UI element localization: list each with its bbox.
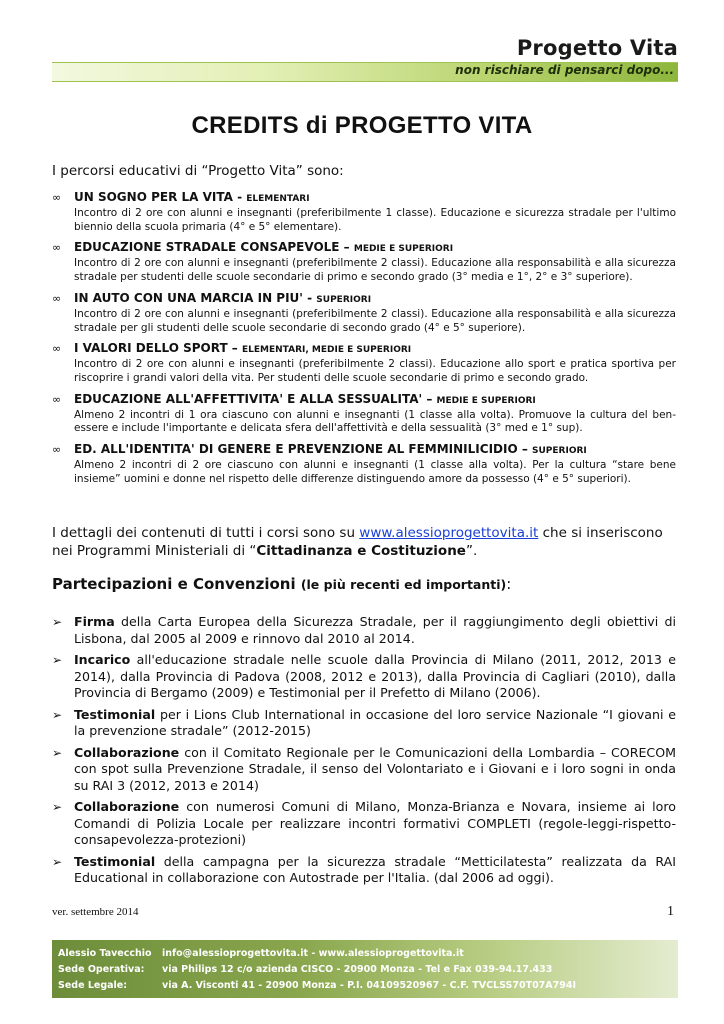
course-name: UN SOGNO PER LA VITA -	[74, 190, 247, 204]
agreement-lead: Firma	[74, 614, 115, 629]
infinity-bullet-icon: ∞	[52, 443, 62, 457]
course-description: Incontro di 2 ore con alunni e insegnanti (preferibilmente 2 classi). Educazione allo sport e pratica sportiva per riscoprire i grandi valori della vita. Per studenti delle scuole secondarie di primo e secondo grado.	[74, 358, 676, 384]
course-description: Almeno 2 incontri di 1 ora ciascuno con alunni e insegnanti (1 classe alla volta). Promuove la cultura del ben-essere e include l'importante e delicata sfera dell'affettività e della sessualità (3° med e 1° sup).	[74, 408, 676, 435]
infinity-bullet-icon: ∞	[52, 191, 62, 204]
details-program-name: Cittadinanza e Costituzione	[256, 543, 466, 559]
details-text-middle: che si inseriscono nei Programmi Ministeriali di “	[52, 525, 663, 559]
course-item	[52, 240, 676, 284]
agreement-text: per i Lions Club International in occasione del loro service Nazionale “I giovani e la prevenzione stradale” (2012-2015)	[74, 706, 676, 738]
footer-label: Alessio Tavecchio	[58, 948, 152, 959]
agreement-text: con il Comitato Regionale per le Comunicazioni della Lombardia – CORECOM con spot sulla Prevenzione Stradale, il senso del Volontariato e i Giovani e i loro sogni in onda su RAI 3 (2012, 2013 e 2014)	[74, 744, 676, 793]
header-band-bottom-line	[52, 81, 678, 82]
infinity-bullet-icon: ∞	[52, 342, 62, 356]
course-level: SUPERIORI	[532, 446, 587, 457]
agreement-item	[52, 745, 676, 795]
footer-value: via Philips 12 c/o azienda CISCO - 20900 Monza - Tel e Fax 039-94.17.433	[162, 964, 553, 975]
arrow-bullet-icon: ➢	[52, 745, 63, 760]
infinity-bullet-icon: ∞	[52, 241, 62, 255]
arrow-bullet-icon: ➢	[52, 707, 63, 722]
version-note: ver. settembre 2014	[52, 906, 139, 918]
footer-contact-row	[58, 948, 464, 959]
course-name: EDUCAZIONE ALL'AFFETTIVITA' E ALLA SESSUALITA' –	[74, 391, 437, 406]
brand-title: Progetto Vita	[516, 36, 678, 60]
section-colon: :	[506, 575, 512, 593]
arrow-bullet-icon: ➢	[52, 615, 63, 629]
course-name: ED. ALL'IDENTITA' DI GENERE E PREVENZIONE AL FEMMINILICIDIO –	[74, 442, 533, 457]
agreement-item	[52, 707, 676, 740]
agreement-item	[52, 799, 676, 849]
course-list	[52, 190, 676, 492]
course-item	[52, 341, 676, 385]
footer-legal-row	[58, 980, 576, 991]
course-item	[52, 392, 676, 436]
course-heading	[74, 240, 676, 257]
intro-text: I percorsi educativi di “Progetto Vita” sono:	[52, 163, 344, 179]
agreement-lead: Testimonial	[74, 853, 156, 869]
course-name: IN AUTO CON UNA MARCIA IN PIU' -	[74, 290, 317, 305]
section-heading	[52, 575, 511, 593]
course-heading	[74, 392, 676, 409]
course-heading	[74, 291, 676, 308]
section-subtitle: (le più recenti ed importanti)	[300, 577, 507, 592]
agreement-lead: Testimonial	[74, 706, 156, 722]
header-band	[52, 62, 678, 82]
details-text-before: I dettagli dei contenuti di tutti i corsi sono su	[52, 525, 360, 541]
footer-value: info@alessioprogettovita.it - www.alessioprogettovita.it	[162, 948, 464, 959]
infinity-bullet-icon: ∞	[52, 291, 62, 305]
footer-band	[52, 940, 678, 998]
course-heading	[74, 190, 676, 207]
course-level: MEDIE E SUPERIORI	[436, 395, 536, 406]
agreement-lead: Collaborazione	[74, 744, 180, 760]
footer-label: Sede Operativa:	[58, 964, 145, 975]
agreement-lead: Collaborazione	[74, 799, 180, 814]
section-title: Partecipazioni e Convenzioni	[52, 575, 301, 593]
document-title: CREDITS di PROGETTO VITA	[191, 112, 533, 139]
course-description: Incontro di 2 ore con alunni e insegnanti (preferibilmente 2 classi). Educazione alla responsabilità e alla sicurezza stradale per gli studenti delle scuole secondarie di secondo grado (4° e 5° superiore).	[74, 307, 676, 334]
course-item	[52, 190, 676, 234]
brand-tagline: non rischiare di pensarci dopo...	[455, 63, 674, 77]
course-description: Incontro di 2 ore con alunni e insegnanti (preferibilmente 1 classe). Educazione e sicurezza stradale per l'ultimo biennio della scuola primaria (4° e 5° elementare).	[74, 207, 676, 233]
website-link[interactable]: www.alessioprogettovita.it	[359, 525, 539, 541]
course-item	[52, 442, 676, 486]
arrow-bullet-icon: ➢	[52, 653, 63, 667]
course-level: ELEMENTARI	[246, 194, 310, 204]
footer-label: Sede Legale:	[58, 980, 128, 991]
course-level: MEDIE E SUPERIORI	[353, 244, 454, 255]
course-level: ELEMENTARI, MEDIE E SUPERIORI	[242, 345, 412, 356]
footer-value: via A. Visconti 41 - 20900 Monza - P.I. 04109520967 - C.F. TVCLSS70T07A794I	[162, 980, 577, 991]
infinity-bullet-icon: ∞	[52, 392, 62, 406]
course-description: Incontro di 2 ore con alunni e insegnanti (preferibilmente 2 classi). Educazione alla responsabilità e alla sicurezza stradale per studenti delle scuole secondarie di primo e secondo grado (3° media e 1°, 2° e 3° superiore).	[74, 257, 676, 284]
agreement-item	[52, 652, 676, 702]
agreement-lead: Incarico	[74, 652, 131, 667]
agreement-item	[52, 614, 676, 647]
agreement-text: con numerosi Comuni di Milano, Monza-Brianza e Novara, insieme ai loro Comandi di Polizia Locale per realizzare incontri formativi COMPLETI (regole-leggi-rispetto-consapevolezza-protezioni)	[74, 799, 676, 847]
course-name: EDUCAZIONE STRADALE CONSAPEVOLE –	[74, 240, 354, 255]
footer-operative-row	[58, 964, 552, 975]
details-paragraph	[52, 524, 676, 560]
page-number: 1	[667, 904, 674, 919]
course-heading	[74, 442, 676, 459]
course-item	[52, 291, 676, 335]
agreement-item	[52, 854, 676, 887]
arrow-bullet-icon: ➢	[52, 854, 63, 869]
agreement-text: della campagna per la sicurezza stradale “Metticilatesta” realizzata da RAI Educational in collaborazione con Autostrade per l'Italia. (dal 2006 ad oggi).	[74, 853, 676, 885]
agreement-text: della Carta Europea della Sicurezza Stradale, per il raggiungimento degli obiettivi di Lisbona, dal 2005 al 2009 e rinnovo dal 2010 al 2014.	[74, 614, 676, 646]
arrow-bullet-icon: ➢	[52, 800, 63, 814]
agreement-text: all'educazione stradale nelle scuole dalla Provincia di Milano (2011, 2012, 2013 e 2014), dalla Provincia di Padova (2008, 2012 e 2013), dalla Provincia di Cagliari (2010), dalla Provincia di Bergamo (2009) e Testimonial per il Prefetto di Milano (2006).	[74, 652, 676, 700]
details-text-after: ”.	[465, 543, 478, 559]
course-heading	[74, 341, 676, 358]
course-level: SUPERIORI	[316, 294, 372, 305]
course-description: Almeno 2 incontri di 2 ore ciascuno con alunni e insegnanti (1 classe alla volta). Per la cultura “stare bene insieme” uomini e donne nel rispetto delle differenze distinguendo amore da possesso (4° e 5° superiori).	[74, 459, 676, 485]
course-name: I VALORI DELLO SPORT –	[74, 341, 242, 356]
agreement-list	[52, 614, 676, 892]
